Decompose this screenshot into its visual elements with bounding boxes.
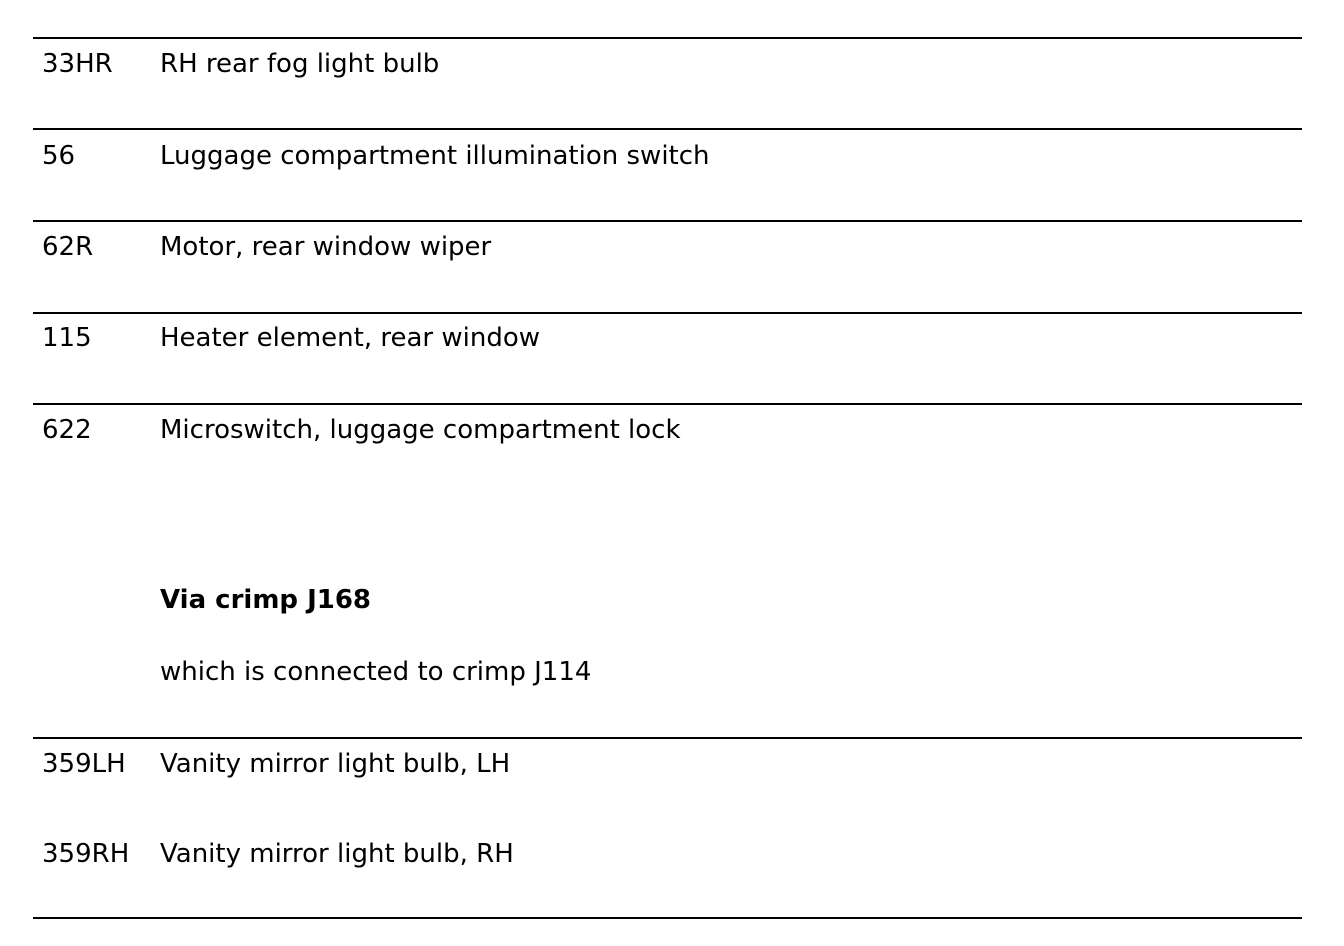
- crimp-note: which is connected to crimp J114: [160, 657, 592, 687]
- row-divider: [33, 128, 1302, 130]
- row-divider: [33, 403, 1302, 405]
- component-code: 115: [42, 323, 92, 353]
- component-code: 359LH: [42, 749, 126, 779]
- component-description: Vanity mirror light bulb, RH: [160, 839, 514, 869]
- component-code: 622: [42, 415, 92, 445]
- row-divider: [33, 37, 1302, 39]
- component-code: 33HR: [42, 49, 113, 79]
- component-description: RH rear fog light bulb: [160, 49, 440, 79]
- component-description: Heater element, rear window: [160, 323, 541, 353]
- component-description: Luggage compartment illumination switch: [160, 141, 710, 171]
- row-divider: [33, 220, 1302, 222]
- row-divider: [33, 312, 1302, 314]
- component-code: 62R: [42, 232, 94, 262]
- component-description: Microswitch, luggage compartment lock: [160, 415, 681, 445]
- row-divider: [33, 917, 1302, 919]
- crimp-heading: Via crimp J168: [160, 585, 372, 615]
- component-code: 359RH: [42, 839, 130, 869]
- row-divider: [33, 737, 1302, 739]
- component-code: 56: [42, 141, 76, 171]
- component-description: Motor, rear window wiper: [160, 232, 492, 262]
- component-description: Vanity mirror light bulb, LH: [160, 749, 511, 779]
